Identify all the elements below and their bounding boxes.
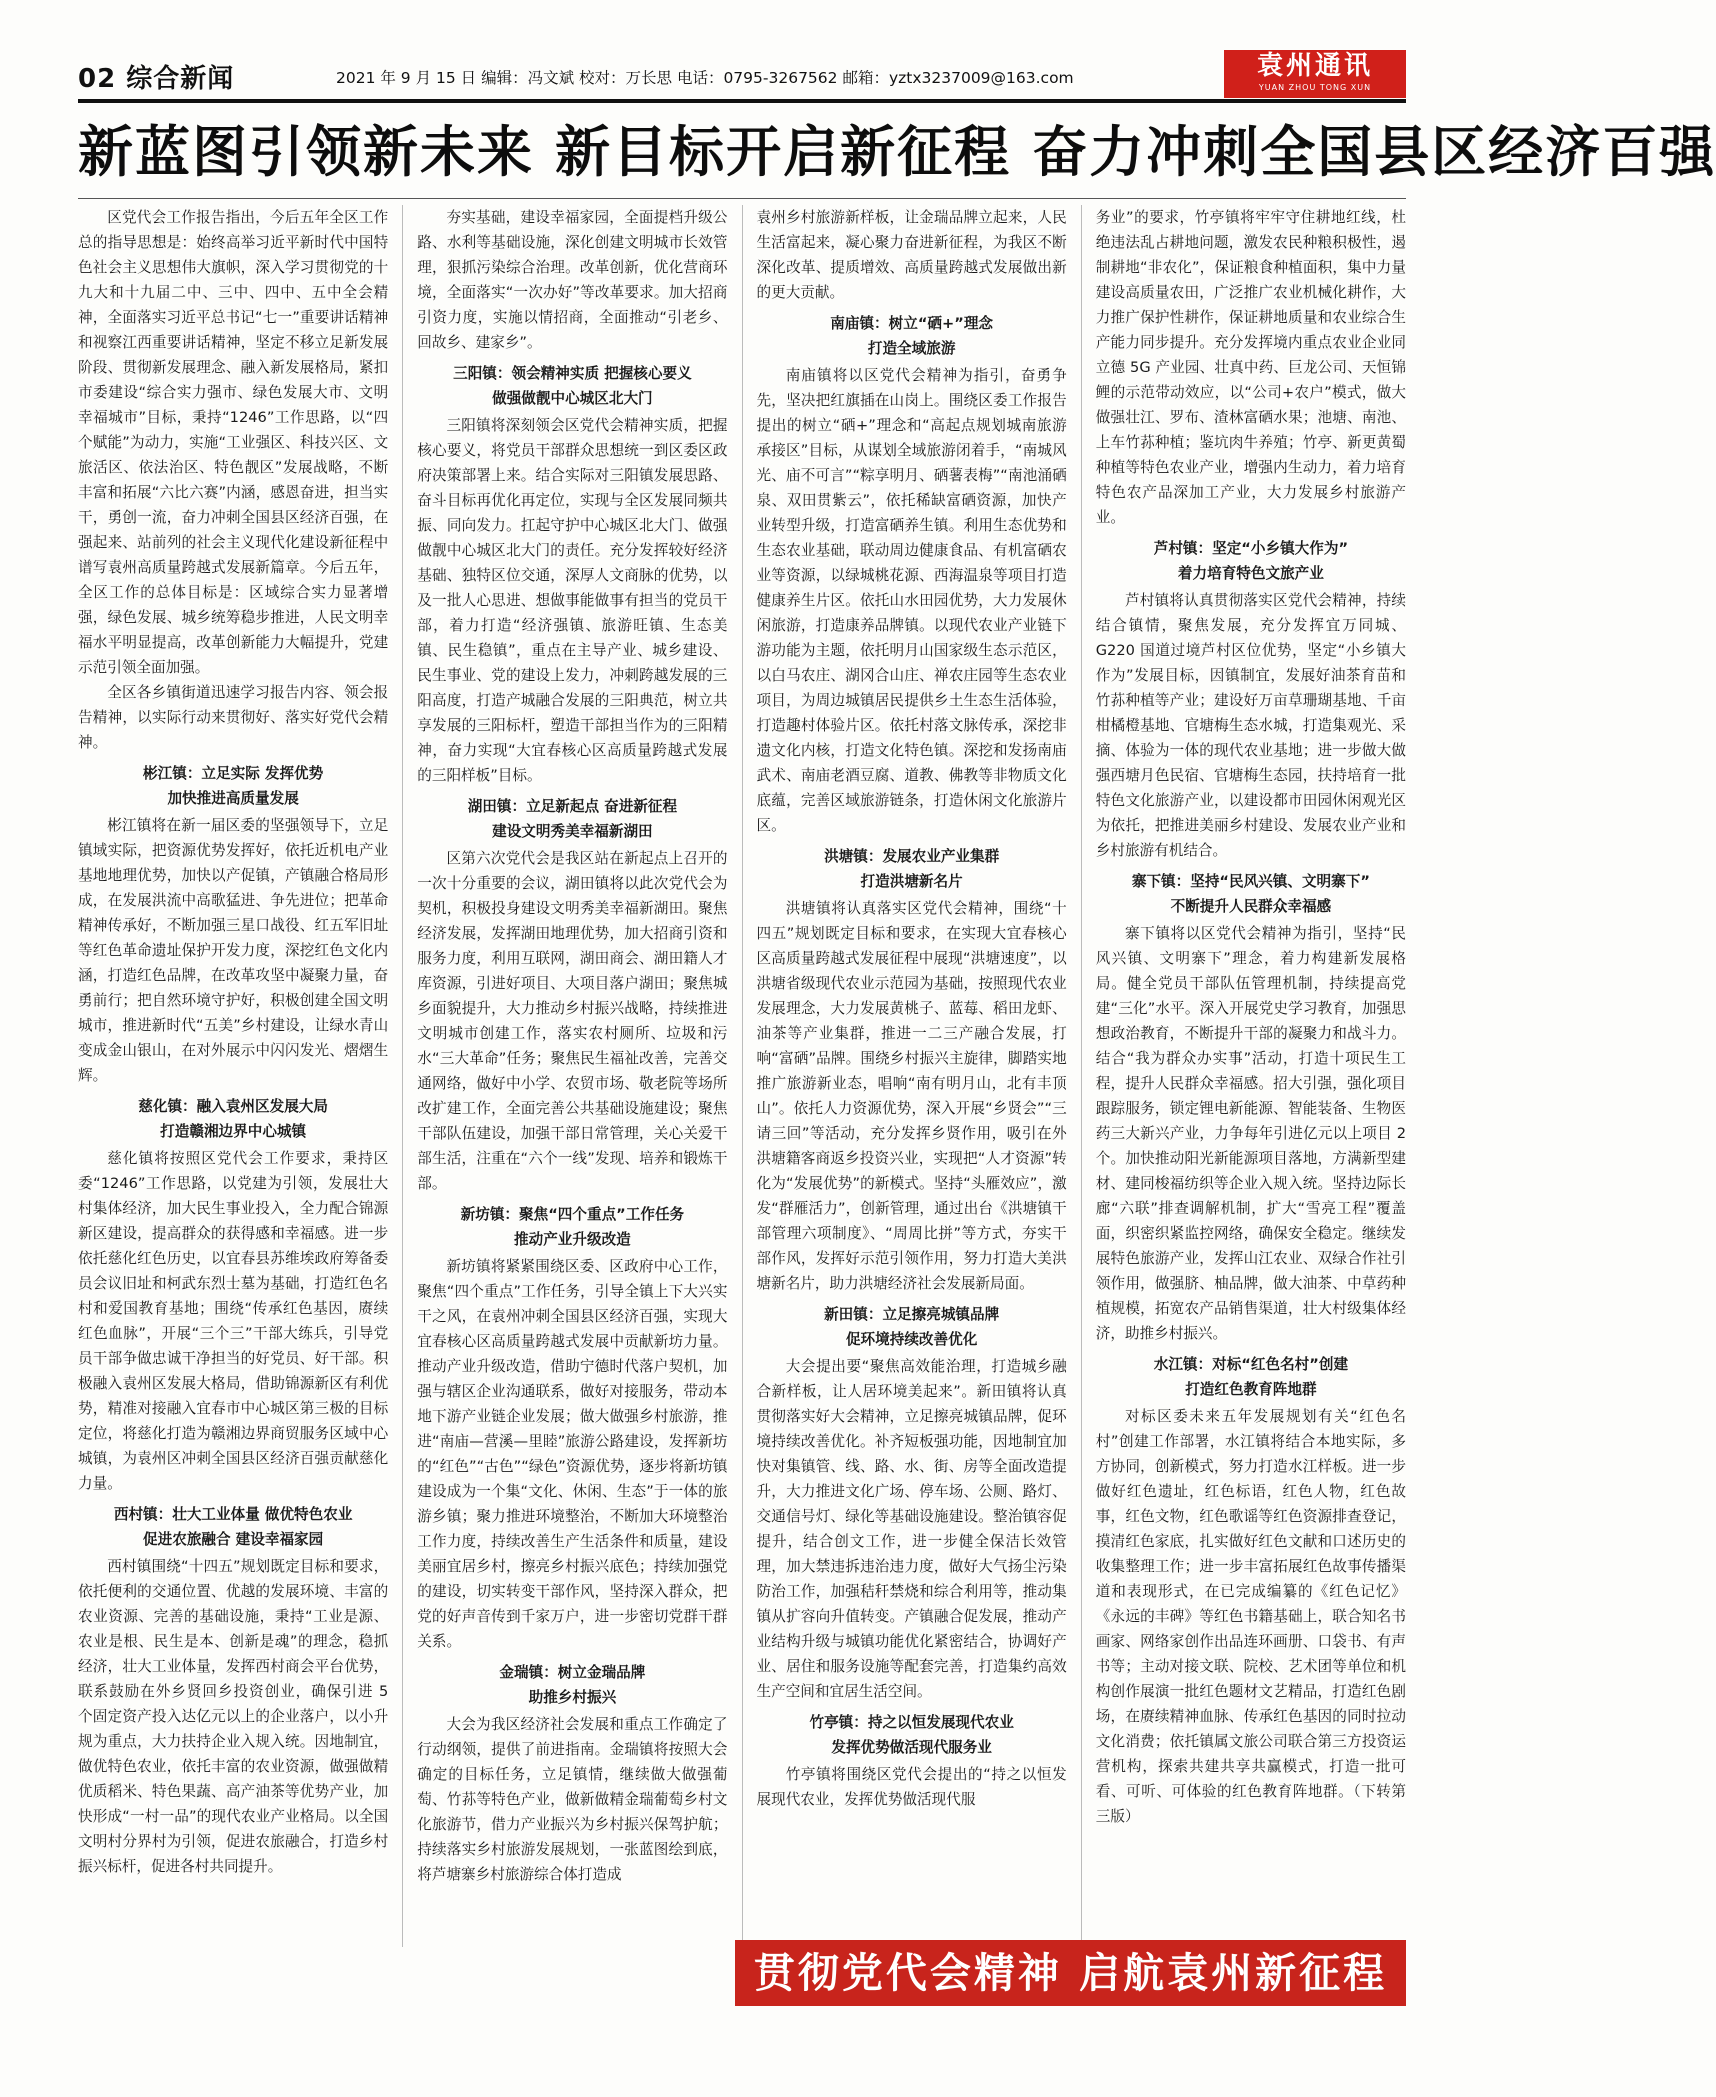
subhead-line-1: 竹亭镇：持之以恒发展现代农业 [809, 1714, 1014, 1731]
masthead-logo [1224, 50, 1406, 98]
section-label: 02 综合新闻 [78, 64, 235, 94]
subhead-line-1: 寨下镇：坚持“民风兴镇、文明寨下” [1131, 873, 1370, 890]
subhead-line-1: 南庙镇：树立“硒+”理念 [830, 315, 994, 332]
section-subhead [78, 1502, 388, 1552]
body-paragraph: 夯实基础，建设幸福家园，全面提档升级公路、水利等基础设施，深化创建文明城市长效管理，狠抓污染综合治理。改革创新，优化营商环境，全面落实“一次办好”等改革要求。加大招商引资力度，实施以情招商，全面推动“引老乡、回故乡、建家乡”。 [417, 209, 728, 351]
subhead-line-2: 建设文明秀美幸福新湖田 [492, 823, 653, 840]
body-paragraph: 彬江镇将在新一届区委的坚强领导下，立足镇域实际，把资源优势发挥好，依托近机电产业基地地理优势，加快以产促镇，产镇融合格局形成，在发展洪流中高歌猛进、争先进位；把革命精神传承好，不断加强三星口战役、红五军旧址等红色革命遗址保护开发力度，深挖红色文化内涵，打造红色品牌，在改革攻坚中凝聚力量，奋勇前行；把自然环境守护好，积极创建全国文明城市，推进新时代“五美”乡村建设，让绿水青山变成金山银山，在对外展示中闪闪发光、熠熠生辉。 [78, 817, 389, 1084]
issue-meta: 2021 年 9 月 15 日 编辑：冯文斌 校对：万长思 电话：0795-3267562 邮箱：yztx3237009@163.com [336, 69, 1074, 87]
subhead-line-2: 打造红色教育阵地群 [1185, 1381, 1317, 1398]
subhead-line-1: 新田镇：立足擦亮城镇品牌 [824, 1306, 1000, 1323]
subhead-line-1: 湖田镇：立足新起点 奋进新征程 [467, 798, 678, 815]
section-subhead [757, 844, 1067, 894]
section-subhead [757, 311, 1067, 361]
body-paragraph: 区第六次党代会是我区站在新起点上召开的一次十分重要的会议，湖田镇将以此次党代会为契机，积极投身建设文明秀美幸福新湖田。聚焦经济发展，发挥湖田地理优势，加大招商引资和服务力度，利用互联网，湖田商会、湖田籍人才库资源，引进好项目、大项目落户湖田；聚焦城乡面貌提升，大力推动乡村振兴战略，持续推进文明城市创建工作，落实农村厕所、垃圾和污水“三大革命”任务；聚焦民生福祉改善，完善交通网络，做好中小学、农贸市场、敬老院等场所改扩建工作，全面完善公共基础设施建设；聚焦干部队伍建设，加强干部日常管理，关心关爱干部生活，注重在“六个一线”发现、培养和锻炼干部。 [417, 850, 728, 1192]
subhead-line-1: 三阳镇：领会精神实质 把握核心要义 [453, 365, 692, 382]
section-subhead [417, 1202, 727, 1252]
subhead-line-2: 打造洪塘新名片 [860, 873, 963, 890]
subhead-line-1: 芦村镇：坚定“小乡镇大作为” [1153, 540, 1349, 557]
footer-banner: 贯彻党代会精神 启航袁州新征程 [735, 1940, 1406, 2006]
subhead-line-1: 洪塘镇：发展农业产业集群 [824, 848, 1000, 865]
masthead-en: YUAN ZHOU TONG XUN [1258, 83, 1372, 92]
header-rule [78, 99, 1406, 103]
subhead-line-1: 西村镇：壮大工业体量 做优特色农业 [113, 1506, 353, 1523]
subhead-line-2: 加快推进高质量发展 [167, 790, 299, 807]
body-paragraph: 南庙镇将以区党代会精神为指引，奋勇争先，坚决把红旗插在山岗上。围绕区委工作报告提出的树立“硒+”理念和“高起点规划城南旅游承接区”目标，从谋划全域旅游闭着手，“南城风光、庙不可言”“粽享明月、硒薯表梅”“南池涌硒泉、双田贯紫云”，依托稀缺富硒资源，加快产业转型升级，打造富硒养生镇。利用生态优势和生态农业基础，联动周边健康食品、有机富硒农业等资源，以绿城桃花源、西海温泉等项目打造健康养生片区。依托山水田园优势，大力发展休闲旅游，打造康养品牌镇。以现代农业产业链下游功能为主题，依托明月山国家级生态示范区，以白马农庄、湖冈合山庄、禅农庄园等生态农业项目，为周边城镇居民提供乡土生态生活体验，打造趣村体验片区。依托村落文脉传承，深挖非遗文化内核，打造文化特色镇。深挖和发扬南庙武术、南庙老酒豆腐、道教、佛教等非物质文化底蕴，完善区域旅游链条，打造休闲文化旅游片区。 [756, 367, 1067, 834]
subhead-line-1: 水江镇：对标“红色名村”创建 [1153, 1356, 1349, 1373]
section-subhead [1096, 536, 1406, 586]
subhead-line-2: 推动产业升级改造 [514, 1231, 631, 1248]
subhead-line-2: 促进农旅融合 建设幸福家园 [143, 1531, 324, 1548]
body-paragraph: 慈化镇将按照区党代会工作要求，秉持区委“1246”工作思路，以党建为引领，发展壮大村集体经济，加大民生事业投入，全力配合锦源新区建设，提高群众的获得感和幸福感。进一步依托慈化红色历史，以宜春县苏维埃政府筹备委员会议旧址和柯武东烈士墓为基础，打造红色名村和爱国教育基地；围绕“传承红色基因，赓续红色血脉”，开展“三个三”干部大练兵，引导党员干部争做忠诚干净担当的好党员、好干部。积极融入袁州区发展大格局，借助锦源新区有利优势，精准对接融入宜春市中心城区第三极的目标定位，将慈化打造为赣湘边界商贸服务区域中心城镇，为袁州区冲刺全国县区经济百强贡献慈化力量。 [78, 1150, 389, 1492]
body-paragraph: 西村镇围绕“十四五”规划既定目标和要求，依托便利的交通位置、优越的发展环境、丰富的农业资源、完善的基础设施，秉持“工业是源、农业是根、民生是本、创新是魂”的理念，稳抓经济，壮大工业体量，发挥西村商会平台优势，联系鼓励在外乡贤回乡投资创业，确保引进 5 个固定资产投入达亿元以上的企业落户，以小升规为重点，大力扶持企业入规入统。因地制宜，做优特色农业，依托丰富的农业资源，做强做精优质稻米、特色果蔬、高产油茶等优势产业，加快形成“一村一品”的现代农业产业格局。以全国文明村分界村为引领，促进农旅融合，打造乡村振兴标杆，促进各村共同提升。 [78, 1558, 389, 1875]
column-divider [742, 205, 743, 1947]
article-body [78, 205, 1406, 1947]
section-subhead [78, 761, 388, 811]
page-header [78, 50, 1406, 98]
section-subhead [417, 794, 727, 844]
subhead-line-2: 着力培育特色文旅产业 [1177, 565, 1324, 582]
article-column [757, 205, 1067, 1947]
subhead-line-1: 新坊镇：聚焦“四个重点”工作任务 [460, 1206, 685, 1223]
body-paragraph: 新坊镇将紧紧围绕区委、区政府中心工作，聚焦“四个重点”工作任务，引导全镇上下大兴实干之风，在袁州冲刺全国县区经济百强，实现大宜春核心区高质量跨越式发展中贡献新坊力量。推动产业升级改造，借助宁德时代落户契机，加强与辖区企业沟通联系，做好对接服务，带动本地下游产业链企业发展；做大做强乡村旅游，推进“南庙—营溪—里睦”旅游公路建设，发挥新坊的“红色”“古色”“绿色”资源优势，逐步将新坊镇建设成为一个集“文化、休闲、生态”于一体的旅游乡镇；聚力推进环境整治，不断加大环境整治工作力度，持续改善生产生活条件和质量，建设美丽宜居乡村，擦亮乡村振兴底色；持续加强党的建设，切实转变干部作风，坚持深入群众，把党的好声音传到千家万户，进一步密切党群干群关系。 [417, 1258, 728, 1650]
section-subhead [757, 1710, 1067, 1760]
subhead-line-2: 促环境持续改善优化 [845, 1331, 978, 1348]
body-paragraph: 洪塘镇将认真落实区党代会精神，围绕“十四五”规划既定目标和要求，在实现大宜春核心区高质量跨越式发展征程中展现“洪塘速度”，以洪塘省级现代农业示范园为基础，按照现代农业发展理念，大力发展黄桃子、蓝莓、稻田龙虾、油茶等产业集群，推进一二三产融合发展，打响“富硒”品牌。围绕乡村振兴主旋律，脚踏实地推广旅游新业态，唱响“南有明月山，北有丰顶山”。依托人力资源优势，深入开展“乡贤会”“三请三回”等活动，充分发挥乡贤作用，吸引在外洪塘籍客商返乡投资兴业，实现把“人才资源”转化为“发展优势”的新模式。坚持“头雁效应”，激发“群雁活力”，创新管理，通过出台《洪塘镇干部管理六项制度》、“周周比拼”等方式，夯实干部作风，发挥好示范引领作用，努力打造大美洪塘新名片，助力洪塘经济社会发展新局面。 [756, 900, 1067, 1292]
subhead-line-2: 打造全域旅游 [867, 340, 956, 357]
body-paragraph: 全区各乡镇街道迅速学习报告内容、领会报告精神，以实际行动来贯彻好、落实好党代会精神。 [78, 684, 389, 751]
main-headline: 新蓝图引领新未来 新目标开启新征程 奋力冲刺全国县区经济百强 [78, 120, 1716, 184]
subhead-line-1: 金瑞镇：树立金瑞品牌 [499, 1664, 646, 1681]
body-paragraph: 寨下镇将以区党代会精神为指引，坚持“民风兴镇、文明寨下”理念，着力构建新发展格局。健全党员干部队伍管理机制，持续提高党建“三化”水平。深入开展党史学习教育，加强思想政治教育，不断提升干部的凝聚力和战斗力。结合“我为群众办实事”活动，打造十项民生工程，提升人民群众幸福感。招大引强，强化项目跟踪服务，锁定锂电新能源、智能装备、生物医药三大新兴产业，力争每年引进亿元以上项目 2 个。加快推动阳光新能源项目落地，方满新型建材、建同梭福纺织等企业入规入统。坚持边际长廊“六联”排查调解机制，扩大“雪亮工程”覆盖面，织密织紧监控网络，确保安全稳定。继续发展特色旅游产业，发挥山江农业、双绿合作社引领作用，做强脐、柚品牌，做大油茶、中草药种植规模，拓宽农产品销售渠道，壮大村级集体经济，助推乡村振兴。 [1095, 925, 1407, 1342]
body-paragraph: 大会提出要“聚焦高效能治理，打造城乡融合新样板，让人居环境美起来”。新田镇将认真贯彻落实好大会精神，立足擦亮城镇品牌，促环境持续改善优化。补齐短板强功能，因地制宜加快对集镇管、线、路、水、街、房等全面改造提升，大力推进文化广场、停车场、公厕、路灯、交通信号灯、绿化等基础设施建设。整治镇容促提升，结合创文工作，进一步健全保洁长效管理，加大禁违拆违治违力度，做好大气扬尘污染防治工作，加强秸秆禁烧和综合利用等，推动集镇从扩容向升值转变。产镇融合促发展，推动产业结构升级与城镇功能优化紧密结合，协调好产业、居住和服务设施等配套完善，打造集约高效生产空间和宜居生活空间。 [756, 1358, 1067, 1700]
body-paragraph: 大会为我区经济社会发展和重点工作确定了行动纲领，提供了前进指南。金瑞镇将按照大会确定的目标任务，立足镇情，继续做大做强葡萄、竹荪等特色产业，做新做精金瑞葡萄乡村文化旅游节，借力产业振兴为乡村振兴保驾护航；持续落实乡村旅游发展规划，一张蓝图绘到底，将芦塘寨乡村旅游综合体打造成 [417, 1716, 728, 1883]
body-paragraph: 区党代会工作报告指出，今后五年全区工作总的指导思想是：始终高举习近平新时代中国特色社会主义思想伟大旗帜，深入学习贯彻党的十九大和十九届二中、三中、四中、五中全会精神，全面落实习近平总书记“七一”重要讲话精神和视察江西重要讲话精神，坚定不移立足新发展阶段、贯彻新发展理念、融入新发展格局，紧扣市委建设“综合实力强市、绿色发展大市、文明幸福城市”目标，秉持“1246”工作思路，以“四个赋能”为动力，实施“工业强区、科技兴区、文旅活区、依法治区、特色靓区”发展战略，不断丰富和拓展“六比六赛”内涵，感恩奋进，担当实干，勇创一流，奋力冲刺全国县区经济百强，在强起来、站前列的社会主义现代化建设新征程中谱写袁州高质量跨越式发展新篇章。今后五年，全区工作的总体目标是：区域综合实力显著增强，绿色发展、城乡统筹稳步推进，人民文明幸福水平明显提高，改革创新能力大幅提升，党建示范引领全面加强。 [78, 209, 389, 676]
body-paragraph: 三阳镇将深刻领会区党代会精神实质，把握核心要义，将党员干部群众思想统一到区委区政府决策部署上来。结合实际对三阳镇发展思路、奋斗目标再优化再定位，实现与全区发展同频共振、同向发力。扛起守护中心城区北大门、做强做靓中心城区北大门的责任。充分发挥较好经济基础、独特区位交通，深厚人文商脉的优势，以及一批人心思进、想做事能做事有担当的党员干部，着力打造“经济强镇、旅游旺镇、生态美镇、民生稳镇”，重点在主导产业、城乡建设、民生事业、党的建设上发力，冲刺跨越发展的三阳高度，打造产城融合发展的三阳典范，树立共享发展的三阳标杆，塑造干部担当作为的三阳精神，奋力实现“大宜春核心区高质量跨越式发展的三阳样板”目标。 [417, 417, 728, 784]
column-divider [402, 205, 403, 1947]
body-paragraph: 竹亭镇将围绕区党代会提出的“持之以恒发展现代农业，发挥优势做活现代服 [756, 1766, 1067, 1808]
subhead-line-1: 彬江镇：立足实际 发挥优势 [143, 765, 324, 782]
body-paragraph: 袁州乡村旅游新样板，让金瑞品牌立起来，人民生活富起来，凝心聚力奋进新征程，为我区不断深化改革、提质增效、高质量跨越式发展做出新的更大贡献。 [756, 209, 1067, 301]
subhead-line-2: 发挥优势做活现代服务业 [831, 1739, 992, 1756]
subhead-line-2: 打造赣湘边界中心城镇 [160, 1123, 307, 1140]
subhead-line-2: 不断提升人民群众幸福感 [1170, 898, 1332, 915]
headline-rule [78, 198, 1406, 199]
masthead-cn: 袁州通讯 [1256, 51, 1373, 81]
section-subhead [417, 361, 727, 411]
section-subhead [1096, 869, 1406, 919]
section-subhead [78, 1094, 388, 1144]
body-paragraph: 务业”的要求，竹亭镇将牢牢守住耕地红线，杜绝违法乱占耕地问题，激发农民种粮积极性，遏制耕地“非农化”，保证粮食种植面积，集中力量建设高质量农田，广泛推广农业机械化耕作，大力推广保护性耕作，保证耕地质量和农业综合生产能力同步提升。充分发挥境内重点农业企业同立德 5G 产业园、壮真中药、巨龙公司、天恒锦鲤的示范带动效应，以“公司+农户”模式，做大做强壮江、罗布、渣林富硒水果；池塘、南池、上车竹荪种植；鉴坑肉牛养殖；竹亭、新更黄蜀种植等特色农业产业，增强内生动力，着力培育特色农产品深加工产业，大力发展乡村旅游产业。 [1095, 209, 1407, 526]
body-paragraph: 芦村镇将认真贯彻落实区党代会精神，持续结合镇情，聚焦发展，充分发挥宜万同城、G220 国道过境芦村区位优势，坚定“小乡镇大作为”发展目标，因镇制宜，发展好油茶育苗和竹荪种植等产业；建设好万亩草珊瑚基地、千亩柑橘橙基地、官塘梅生态水城，打造集观光、采摘、体验为一体的现代农业基地；进一步做大做强西塘月色民宿、官塘梅生态园，扶持培育一批特色文化旅游产业，以建设都市田园休闲观光区为依托，把推进美丽乡村建设、发展农业产业和乡村旅游有机结合。 [1095, 592, 1407, 859]
subhead-line-1: 慈化镇：融入袁州区发展大局 [138, 1098, 328, 1115]
section-subhead [757, 1302, 1067, 1352]
body-paragraph: 对标区委未来五年发展规划有关“红色名村”创建工作部署，水江镇将结合本地实际，多方协同，创新模式，努力打造水江样板。进一步做好红色遗址，红色标语，红色人物，红色故事，红色文物，红色歌谣等红色资源排查登记，摸清红色家底，扎实做好红色文献和口述历史的收集整理工作；进一步丰富拓展红色故事传播渠道和表现形式，在已完成编纂的《红色记忆》《永远的丰碑》等红色书籍基础上，联合知名书画家、网络家创作出品连环画册、口袋书、有声书等；主动对接文联、院校、艺术团等单位和机构创作展演一批红色题材文艺精品，打造红色剧场，在赓续精神血脉、传承红色基因的同时拉动文化消费；依托镇属文旅公司联合第三方投资运营机构，探索共建共享共赢模式，打造一批可看、可听、可体验的红色教育阵地群。（下转第三版） [1095, 1408, 1407, 1825]
subhead-line-2: 助推乡村振兴 [528, 1689, 617, 1706]
article-column [417, 205, 727, 1947]
section-subhead [1096, 1352, 1406, 1402]
article-column [78, 205, 388, 1947]
article-column [1096, 205, 1406, 1947]
section-subhead [417, 1660, 727, 1710]
column-divider [1081, 205, 1082, 1947]
subhead-line-2: 做强做靓中心城区北大门 [492, 390, 653, 407]
